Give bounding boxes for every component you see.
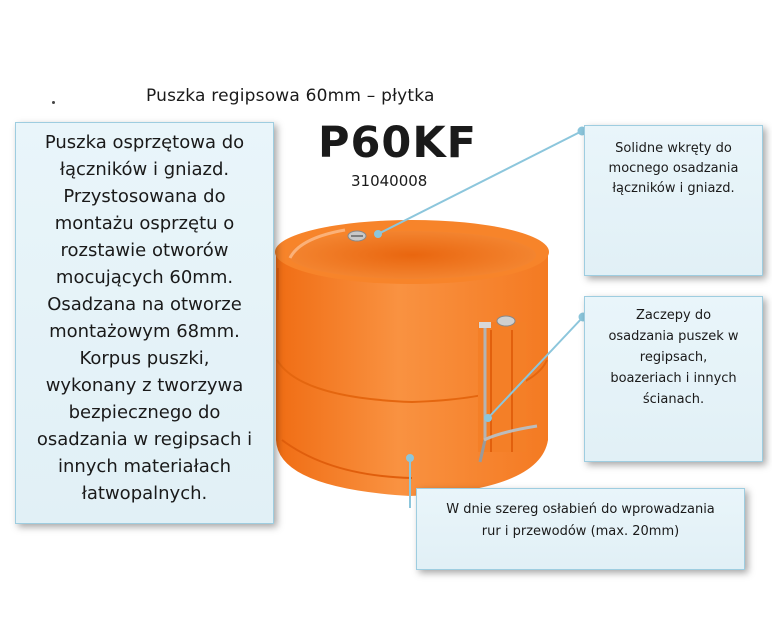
description-line: bezpiecznego do [68, 402, 221, 423]
description-line: łączników i gniazd. [59, 159, 230, 180]
description-line: wykonany z tworzywa [45, 375, 244, 396]
description-line: mocujących 60mm. [55, 267, 234, 288]
callout-screws [584, 125, 763, 276]
description-line: rozstawie otworów [60, 240, 229, 261]
product-model: P60KF [318, 118, 478, 168]
callout-line: W dnie szereg osłabień do wprowadzania [446, 502, 715, 517]
callout-line: rur i przewodów (max. 20mm) [481, 524, 680, 539]
description-panel [15, 122, 274, 524]
callout-line: boazeriach i innych [610, 371, 737, 386]
callout-bottom-knockouts [416, 488, 745, 570]
description-line: łatwopalnych. [81, 483, 208, 504]
description-line: Osadzana na otworze [47, 294, 242, 315]
callout-clips [584, 296, 763, 462]
callout-line: Zaczepy do [635, 308, 712, 323]
description-line: montażowym 68mm. [49, 321, 240, 342]
product-code: 31040008 [351, 172, 428, 190]
callout-line: osadzania puszek w [608, 329, 739, 344]
callout-line: Solidne wkręty do [615, 141, 732, 156]
product-subtitle: Puszka regipsowa 60mm – płytka [146, 86, 435, 106]
description-line: Przystosowana do [63, 186, 226, 207]
description-line: Puszka osprzętowa do [44, 132, 245, 153]
description-line: osadzania w regipsach i [36, 429, 253, 450]
description-line: innych materiałach [57, 456, 232, 477]
description-line: Korpus puszki, [79, 348, 210, 369]
callout-line: ścianach. [642, 392, 705, 407]
callout-line: mocnego osadzania [608, 161, 739, 176]
callout-line: łączników i gniazd. [612, 181, 735, 196]
callout-line: regipsach, [639, 350, 708, 365]
description-line: montażu osprzętu o [54, 213, 235, 234]
